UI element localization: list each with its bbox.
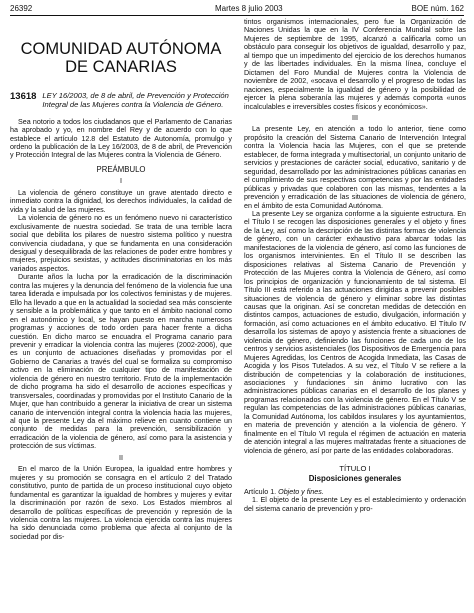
section-numeral-2: II xyxy=(119,453,123,462)
header-rule xyxy=(10,15,464,16)
section-numeral-1: I xyxy=(120,177,122,186)
law-title: LEY 16/2003, de 8 de abril, de Prevención y Protección Integral de las Mujeres contra la Violencia de Género. xyxy=(42,91,229,109)
community-title xyxy=(10,40,232,76)
paragraph: La violencia de género constituye un grave atentado directo e inmediato contra la dignidad, los derechos individuales, la calidad de vida y la salud de las mujeres. xyxy=(10,188,232,214)
paragraph: 1. El objeto de la presente Ley es el establecimiento y ordenación del sistema canario de prevención y pro- xyxy=(244,496,466,513)
community-title-line1: COMUNIDAD AUTÓNOMA xyxy=(20,40,222,58)
titulo-heading: TÍTULO I xyxy=(339,464,371,474)
section-numeral-3: III xyxy=(352,113,358,122)
article-label: Artículo 1. xyxy=(244,488,277,497)
paragraph: En el marco de la Unión Europea, la igualdad entre hombres y mujeres y su promoción se consagra en el artículo 2 del Tratado constitutivo, punto de partida de un proceso institucional cuyo objeto fundamental es garantizar la igualdad de hombres y mujeres y evitar la discriminación por razón de sexo. Los Estados miembros al desarrollo de políticas específicas de prevención y represión de la violencia contra las mujeres. La violencia ejercida contra las mujeres ha sido denunciada como problema que afecta al conjunto de la sociedad por dis- xyxy=(10,465,232,541)
paragraph: La violencia de género no es un fenómeno nuevo ni característico exclusivamente de nuestra sociedad. Se trata de una terrible lacra social que debilita los pilares de nuestro sistema político y nuestra convivencia ciudadana, y que se fundamenta en una consideración desigual y desequilibrada de las relaciones de poder entre hombres y mujeres, prejuicios sexistas, y actitudes discriminatorias en los más variados aspectos. xyxy=(10,214,232,273)
paragraph: Durante años la lucha por la erradicación de la discriminación contra las mujeres y la denuncia del fenómeno de la violencia fue una tarea liderada e impulsada por los colectivos feministas y de mujeres. Ello ha llevado a que en la actualidad la sociedad sea más consciente y sensible a la problemática y que tanto en el ámbito nacional como en el autonómico y local, se hayan puesto en marcha numerosos programas y acciones de todo orden para hacer frente a dicha cuestión. En dicho marco se encuadra el Programa canario para prevenir y erradicar la violencia contra las mujeres (2002-2006), que es un conjunto de actuaciones diseñadas y promovidas por el Gobierno de Canarias a través del cual se formaliza su compromiso activo en la eliminación de cualquier tipo de manifestación de violencia de género en nuestro territorio. Fruto de la implementación de dicho programa ha sido el desarrollo de acciones específicas y transversales, coordinadas y promovidas por el Instituto Canario de la Mujer, que han contribuido a generar la iniciativa de crear un sistema canario de intervención integral contra la violencia hacia las mujeres, al que la presente Ley da el máximo relieve en cuanto contiene un conjunto de medidas para la prevención, sensibilización y erradicación de la violencia de género, así como para la asistencia y protección de sus víctimas. xyxy=(10,273,232,451)
issue-date: Martes 8 julio 2003 xyxy=(215,4,283,13)
page-header xyxy=(10,2,464,15)
law-heading xyxy=(10,92,232,109)
paragraph: La presente Ley se organiza conforme a la siguiente estructura. En el Título I se recogen las disposiciones generales y el objeto y fines de la Ley, así como la descripción de las distintas formas de violencia de género, con un carácter exhaustivo para abarcar todas las manifestaciones de la violencia de género, así como las funciones de los organismos intervinientes. En el Título II se describen las disposiciones relativas al Sistema Canario de Prevención y Protección de las Mujeres contra la Violencia de Género, así como los principios de organización y funcionamiento de tal sistema. El Título III está referido a las actuaciones dirigidas a prevenir posibles situaciones de violencia de género y eliminar sobre las distintas causas que la originan. Así se concretan medidas de detección en distintos campos, actuaciones de estudio, divulgación, información y formación, así como actuaciones en el ámbito educativo. El Título IV desarrolla los sistemas de apoyo y asistencia frente a situaciones de violencia de género, definiendo las funciones de cada uno de los centros y servicios asistenciales (los Dispositivos de Emergencia para Mujeres Agredidas, los Centros de Acogida Inmediata, las Casas de Acogida y los Pisos Tutelados. A su vez, el Título V se refiere a la distribución de competencias y la colaboración de instituciones, asociaciones y fundaciones sin ánimo lucrativo con las administraciones públicas canarias en el desarrollo de los planes y programas relacionados con la violencia de género. En el Título V se regulan las competencias de las administraciones públicas canarias, la Comunidad Autónoma, los cabildos insulares y los ayuntamientos, en materia de prevención y atención a la violencia de género. Y finalmente en el Título VI regula el régimen de actuación en materia de atención integral a las mujeres maltratadas frente a situaciones de violencia de género, así por parte de las entidades colaboradoras. xyxy=(244,209,466,455)
law-number: 13618 xyxy=(10,91,37,102)
paragraph: La presente Ley, en atención a todo lo anterior, tiene como propósito la creación del Sistema Canario de Intervención Integral contra la Violencia hacia las Mujeres, con el que se pretende establecer, de forma integrada y multisectorial, un conjunto unitario de servicios y prestaciones de carácter social, educativo, sanitario y de seguridad, desarrollado por las administraciones públicas canarias en el cumplimiento de sus respectivas competencias y por las entidades públicas y privadas que colaboren con las mismas, tendentes a la prevención y erradicación de las situaciones de violencia de género, en el ámbito de esta Comunidad Autónoma. xyxy=(244,125,466,210)
titulo-subheading: Disposiciones generales xyxy=(308,473,402,483)
page-number: 26392 xyxy=(10,4,33,13)
article-title: Objeto y fines. xyxy=(278,488,324,497)
left-column xyxy=(10,18,232,541)
intro-paragraph: Sea notorio a todos los ciudadanos que el Parlamento de Canarias ha aprobado y yo, en nombre del Rey y de acuerdo con lo que establece el artículo 12.8 del Estatuto de Autonomía, promulgo y ordeno la publicación de la Ley 16/2003, de 8 de abril, de Prevención y Protección Integral de las Mujeres contra la Violencia de Género. xyxy=(10,117,232,160)
boe-number: BOE núm. 162 xyxy=(411,4,464,13)
preambulo-heading: PREÁMBULO xyxy=(96,164,146,174)
right-column xyxy=(244,18,466,513)
article-heading xyxy=(244,488,466,496)
community-title-line2: DE CANARIAS xyxy=(65,58,177,76)
paragraph: tintos organismos internacionales, pero fue la Organización de Naciones Unidas la que en la IV Conferencia Mundial sobre las Mujeres de septiembre de 1995, alcanzó a calificarla como un obstáculo para conseguir los objetivos de igualdad, desarrollo y paz, al tiempo que un impedimento del ejercicio de los derechos humanos y de las libertades individuales. En la misma línea, concluye el Dictamen del Foro Mundial de Mujeres contra la Violencia de noviembre de 2002, «socava el desarrollo y el progreso de todas las naciones, especialmente la igualdad de género y la posibilidad de ejercer la plena soberanía las mujeres y además comporta «unos incalculables e irreversibles costes físicos y económicos». xyxy=(244,18,466,111)
